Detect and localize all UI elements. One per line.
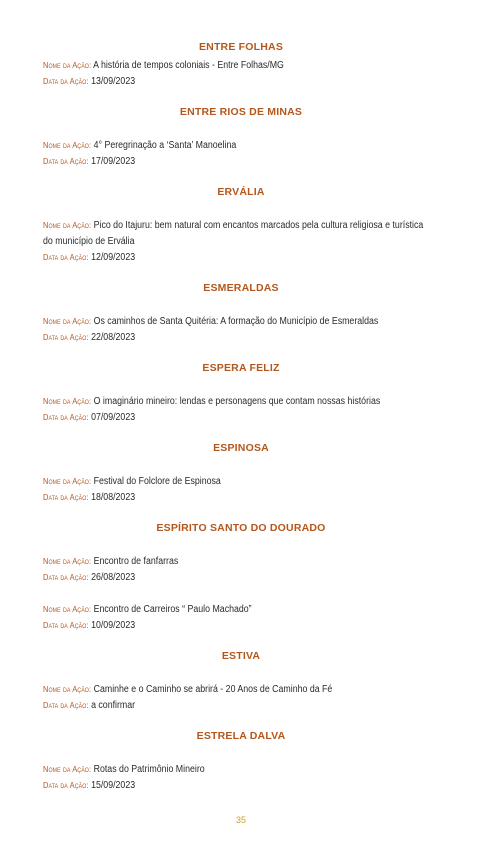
- action-name-line: [43, 553, 395, 570]
- action-date-value: 10/09/2023: [91, 620, 136, 631]
- action-name-value: Encontro de fanfarras: [93, 556, 179, 567]
- action-date-value: 07/09/2023: [91, 412, 136, 423]
- action-date-line: [43, 409, 395, 426]
- action-date-value: 15/09/2023: [91, 780, 136, 791]
- city-heading: ESMERALDAS: [203, 282, 279, 294]
- city-heading: ESTRELA DALVA: [196, 730, 286, 742]
- action-date-label: Data da Ação:: [43, 156, 89, 166]
- action-name-label: Nome da Ação:: [43, 396, 92, 406]
- action-date-line: [43, 569, 395, 586]
- action-date-label: Data da Ação:: [43, 780, 89, 790]
- action-date-line: [43, 73, 395, 90]
- city-heading: ENTRE FOLHAS: [198, 41, 284, 53]
- action-date-line: [43, 329, 395, 346]
- action-name-line: [43, 137, 395, 154]
- city-heading: ESPÍRITO SANTO DO DOURADO: [156, 522, 326, 534]
- action-name-line: [43, 601, 395, 618]
- action-date-label: Data da Ação:: [43, 620, 89, 630]
- action-name-value: Festival do Folclore de Espinosa: [93, 476, 221, 487]
- action-date-line: [43, 697, 395, 714]
- action-name-value: Caminhe e o Caminho se abrirá - 20 Anos de Caminho da Fé: [93, 684, 333, 695]
- action-name-line: [43, 217, 430, 250]
- action-name-value: Encontro de Carreiros “ Paulo Machado”: [93, 604, 252, 615]
- action-name-value: Os caminhos de Santa Quitéria: A formação do Município de Esmeraldas: [93, 316, 379, 327]
- city-heading: ESPINOSA: [213, 442, 269, 454]
- action-date-label: Data da Ação:: [43, 572, 89, 582]
- action-name-line: [43, 393, 395, 410]
- action-date-value: 17/09/2023: [91, 156, 136, 167]
- page-number: 35: [235, 815, 246, 825]
- city-heading: ENTRE RIOS DE MINAS: [179, 106, 303, 118]
- city-heading: ERVÁLIA: [217, 186, 265, 198]
- action-name-label: Nome da Ação:: [43, 556, 92, 566]
- action-name-label: Nome da Ação:: [43, 60, 92, 70]
- action-date-label: Data da Ação:: [43, 332, 89, 342]
- action-name-line: [43, 473, 395, 490]
- action-date-line: [43, 777, 395, 794]
- city-heading: ESTIVA: [221, 650, 261, 662]
- action-date-value: a confirmar: [91, 700, 136, 711]
- action-name-label: Nome da Ação:: [43, 140, 92, 150]
- action-date-value: 22/08/2023: [91, 332, 136, 343]
- action-name-label: Nome da Ação:: [43, 684, 92, 694]
- action-name-value: Pico do Itajuru: bem natural com encantos marcados pela cultura religiosa e turística do município de Ervália: [43, 220, 424, 247]
- action-date-value: 26/08/2023: [91, 572, 136, 583]
- action-date-value: 12/09/2023: [91, 252, 136, 263]
- action-name-value: 4° Peregrinação a ‘Santa’ Manoelina: [93, 140, 237, 151]
- action-name-line: [43, 313, 395, 330]
- city-heading: ESPERA FELIZ: [202, 362, 280, 374]
- action-date-value: 18/08/2023: [91, 492, 136, 503]
- action-date-label: Data da Ação:: [43, 76, 89, 86]
- action-date-label: Data da Ação:: [43, 412, 89, 422]
- action-name-line: [43, 57, 395, 74]
- action-name-label: Nome da Ação:: [43, 316, 92, 326]
- action-date-line: [43, 249, 395, 266]
- action-name-value: Rotas do Patrimônio Mineiro: [93, 764, 205, 775]
- action-name-value: A história de tempos coloniais - Entre Folhas/MG: [93, 60, 284, 71]
- action-name-label: Nome da Ação:: [43, 764, 92, 774]
- action-date-line: [43, 617, 395, 634]
- action-date-label: Data da Ação:: [43, 700, 89, 710]
- action-name-label: Nome da Ação:: [43, 476, 92, 486]
- action-name-label: Nome da Ação:: [43, 220, 92, 230]
- action-date-line: [43, 153, 395, 170]
- action-name-label: Nome da Ação:: [43, 604, 92, 614]
- action-name-line: [43, 681, 395, 698]
- action-date-line: [43, 489, 395, 506]
- action-date-value: 13/09/2023: [91, 76, 136, 87]
- action-date-label: Data da Ação:: [43, 252, 89, 262]
- action-name-line: [43, 761, 395, 778]
- action-date-label: Data da Ação:: [43, 492, 89, 502]
- action-name-value: O imaginário mineiro: lendas e personagens que contam nossas histórias: [93, 396, 381, 407]
